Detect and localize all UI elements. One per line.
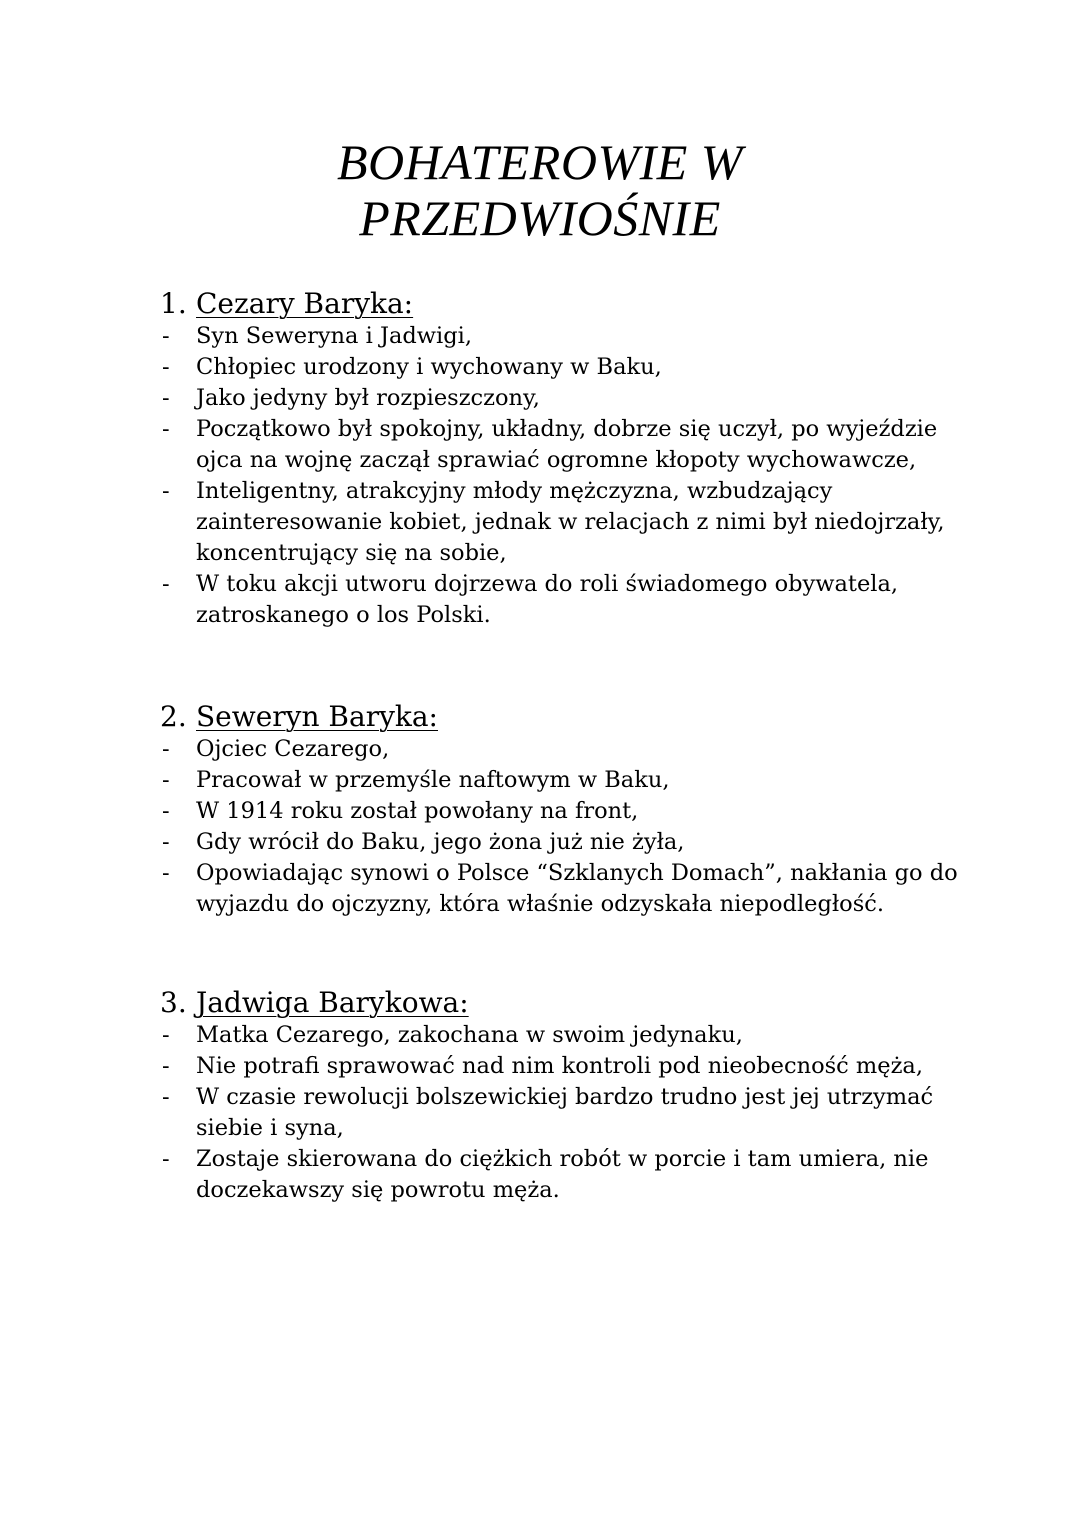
list-item [160, 734, 960, 765]
list-item-text: Matka Cezarego, zakochana w swoim jedynaku, [196, 1022, 743, 1048]
list-item [160, 858, 960, 920]
list-item-text: Nie potrafi sprawować nad nim kontroli pod nieobecność męża, [196, 1053, 923, 1079]
list-item [160, 1144, 960, 1206]
bullet-dash: - [162, 571, 170, 597]
bullet-dash: - [162, 860, 170, 886]
section-name: Cezary Baryka: [196, 287, 414, 320]
bullet-dash: - [162, 478, 170, 504]
list-item [160, 1020, 960, 1051]
bullet-list [160, 1020, 960, 1206]
bullet-dash: - [162, 1146, 170, 1172]
list-item-text: W toku akcji utworu dojrzewa do roli świadomego obywatela, zatroskanego o los Polski. [196, 571, 899, 628]
section-heading [160, 287, 960, 321]
bullet-dash: - [162, 1022, 170, 1048]
list-item [160, 352, 960, 383]
section-heading [160, 986, 960, 1020]
list-item [160, 796, 960, 827]
list-item [160, 321, 960, 352]
bullet-dash: - [162, 1053, 170, 1079]
section-seweryn-baryka [160, 700, 960, 920]
list-item [160, 569, 960, 631]
list-item [160, 414, 960, 476]
list-item [160, 1051, 960, 1082]
list-item-text: Gdy wrócił do Baku, jego żona już nie żyła, [196, 829, 685, 855]
section-name: Jadwiga Barykowa: [196, 986, 469, 1019]
section-name: Seweryn Baryka: [196, 700, 438, 733]
bullet-dash: - [162, 323, 170, 349]
section-number: 1. [160, 287, 187, 320]
list-item-text: W 1914 roku został powołany na front, [196, 798, 639, 824]
page-title [0, 134, 1080, 246]
list-item-text: Syn Seweryna i Jadwigi, [196, 323, 472, 349]
list-item-text: Pracował w przemyśle naftowym w Baku, [196, 767, 670, 793]
bullet-dash: - [162, 829, 170, 855]
list-item-text: W czasie rewolucji bolszewickiej bardzo trudno jest jej utrzymać siebie i syna, [196, 1084, 934, 1141]
bullet-dash: - [162, 1084, 170, 1110]
section-heading [160, 700, 960, 734]
bullet-dash: - [162, 767, 170, 793]
bullet-dash: - [162, 416, 170, 442]
section-jadwiga-barykowa [160, 986, 960, 1206]
list-item-text: Inteligentny, atrakcyjny młody mężczyzna, wzbudzający zainteresowanie kobiet, jednak w relacjach z nimi był niedojrzały, koncentrujący się na sobie, [196, 478, 945, 566]
bullet-dash: - [162, 798, 170, 824]
page-title-line-2: PRZEDWIOŚNIE [359, 190, 721, 246]
page-title-line-1: BOHATEROWIE W [337, 134, 743, 190]
list-item [160, 383, 960, 414]
section-number: 3. [160, 986, 187, 1019]
section-number: 2. [160, 700, 187, 733]
list-item [160, 1082, 960, 1144]
bullet-dash: - [162, 736, 170, 762]
list-item-text: Ojciec Cezarego, [196, 736, 390, 762]
list-item [160, 476, 960, 569]
list-item-text: Chłopiec urodzony i wychowany w Baku, [196, 354, 662, 380]
list-item-text: Opowiadając synowi o Polsce “Szklanych Domach”, nakłania go do wyjazdu do ojczyzny, która właśnie odzyskała niepodległość. [196, 860, 958, 917]
bullet-list [160, 321, 960, 631]
list-item [160, 827, 960, 858]
bullet-dash: - [162, 385, 170, 411]
list-item-text: Początkowo był spokojny, układny, dobrze się uczył, po wyjeździe ojca na wojnę zaczął sprawiać ogromne kłopoty wychowawcze, [196, 416, 938, 473]
bullet-list [160, 734, 960, 920]
list-item-text: Jako jedyny był rozpieszczony, [196, 385, 540, 411]
bullet-dash: - [162, 354, 170, 380]
section-cezary-baryka [160, 287, 960, 631]
list-item-text: Zostaje skierowana do ciężkich robót w porcie i tam umiera, nie doczekawszy się powrotu męża. [196, 1146, 929, 1203]
list-item [160, 765, 960, 796]
